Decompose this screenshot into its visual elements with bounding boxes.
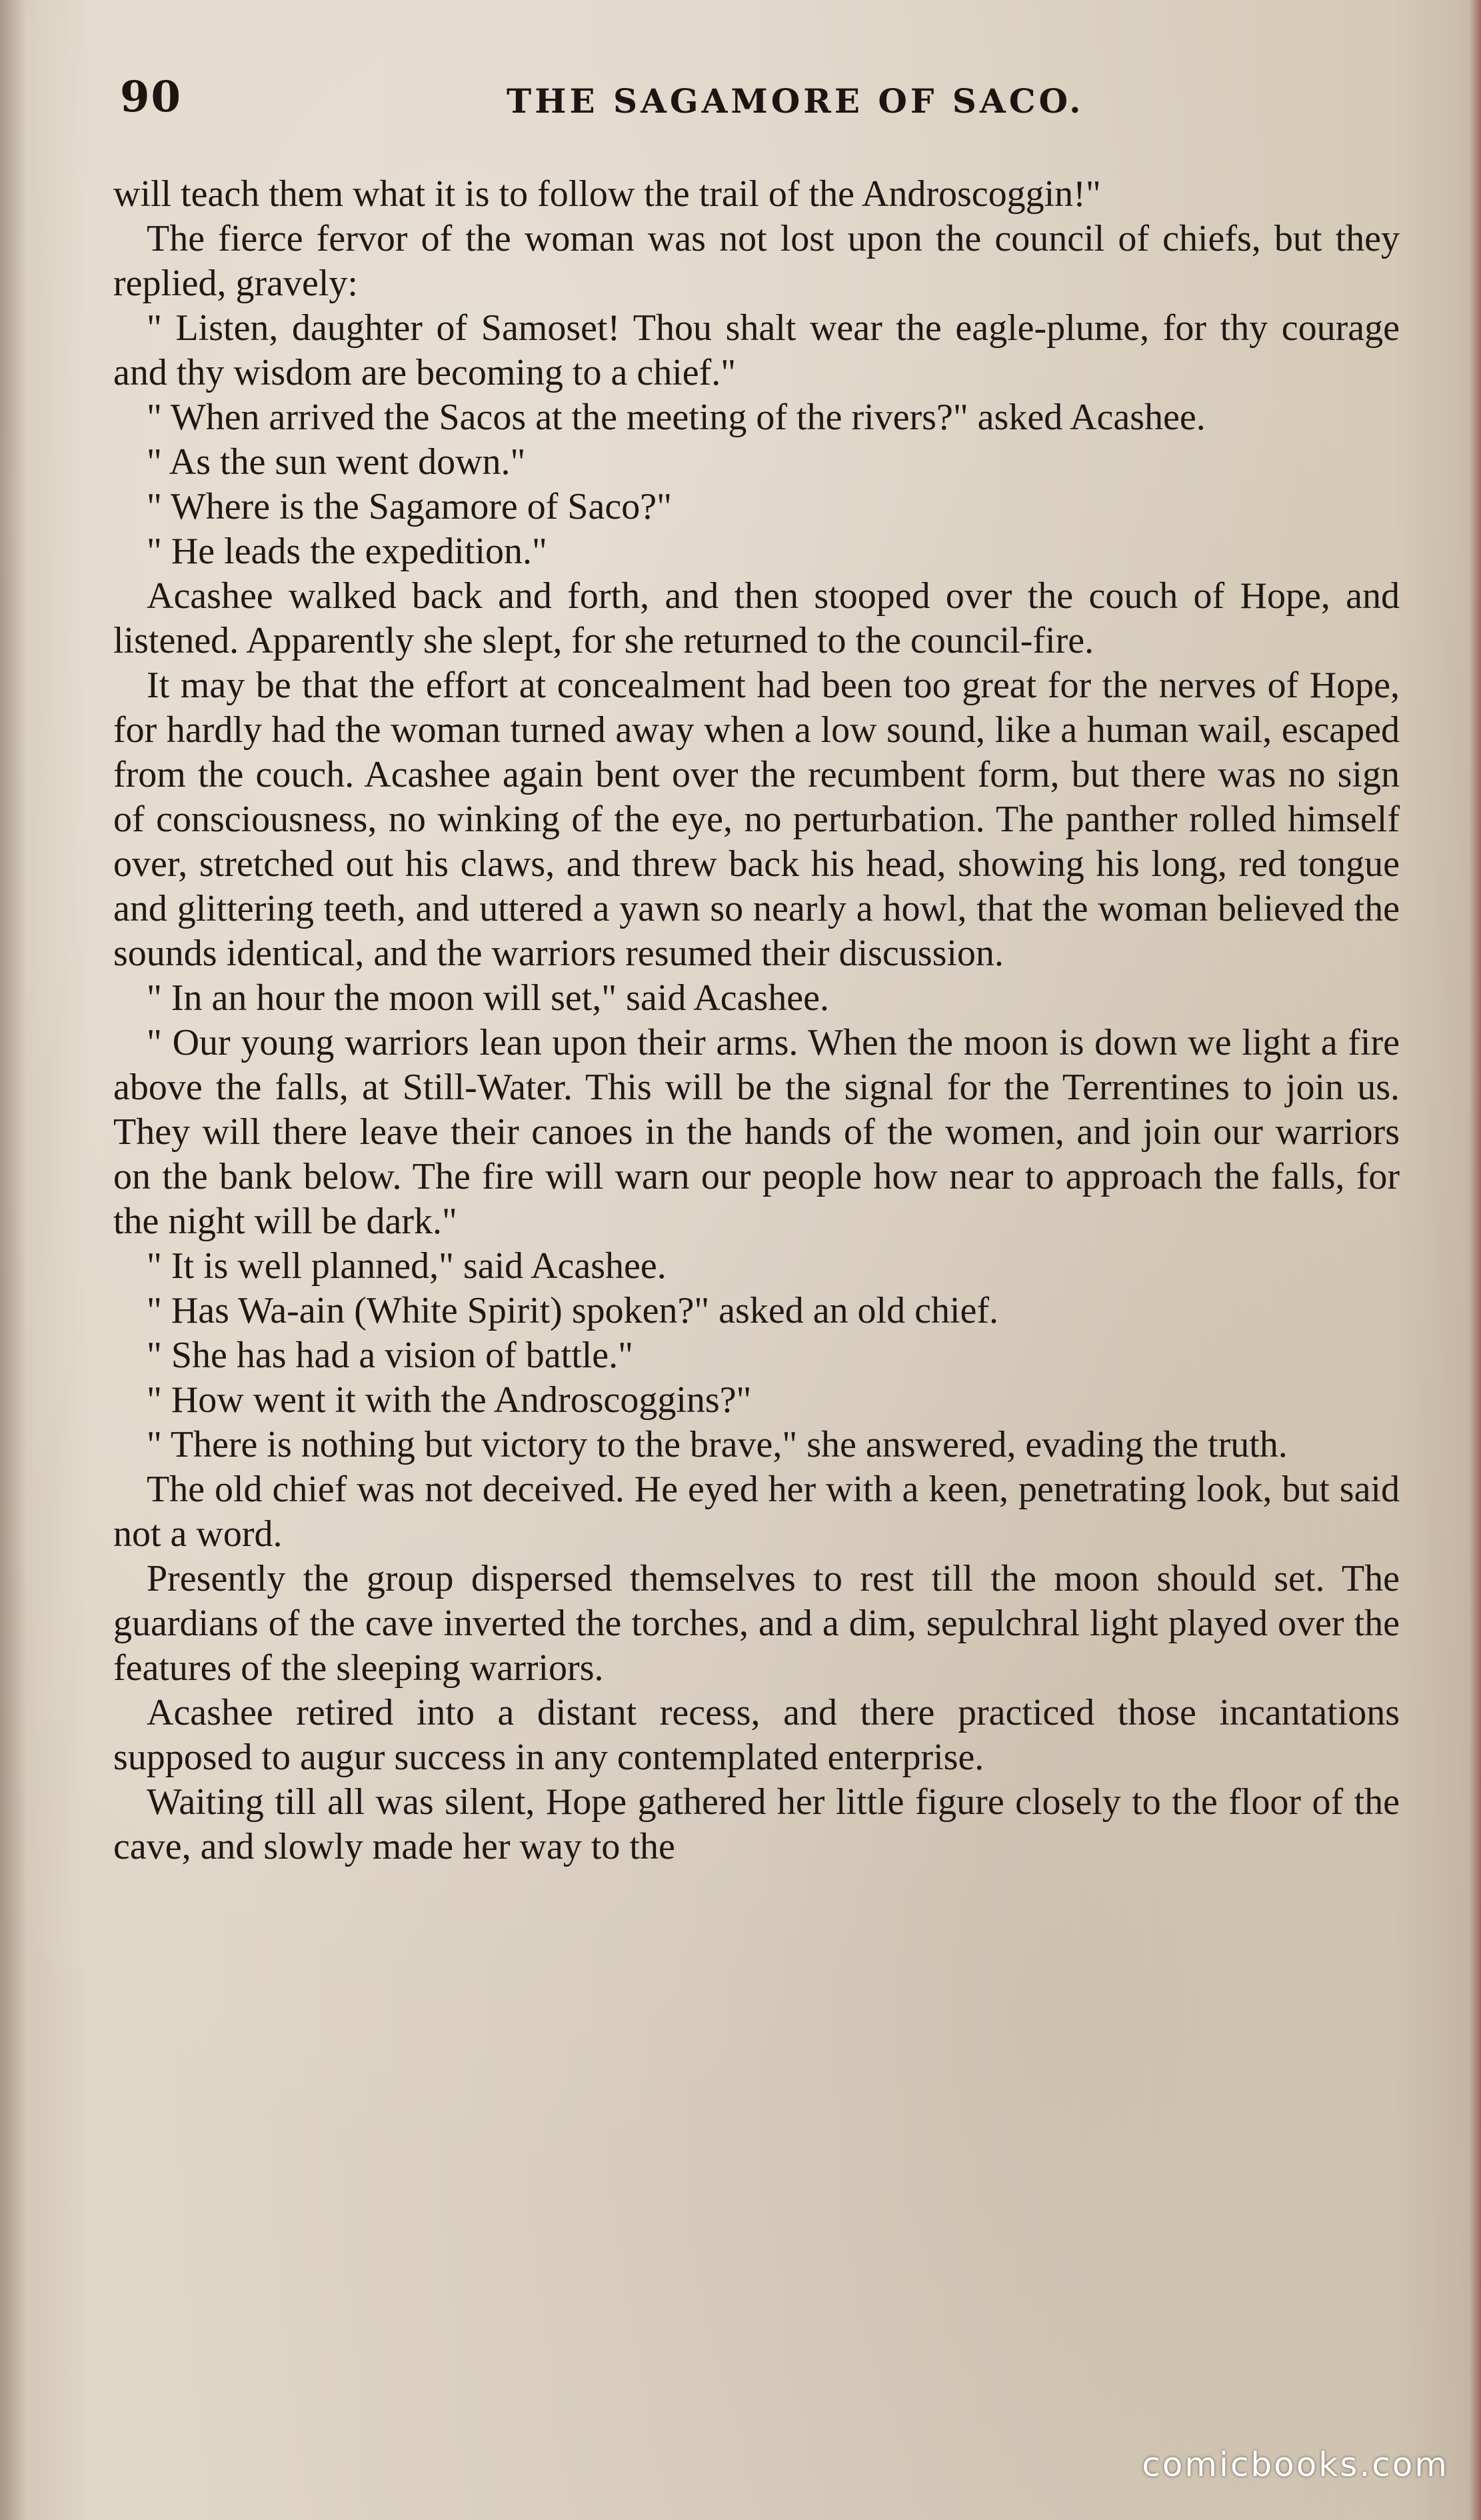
body-text [113, 172, 1400, 1869]
paragraph: The old chief was not deceived. He eyed her with a keen, penetrating look, but said not a word. [113, 1469, 1400, 1555]
paragraph: " Listen, daughter of Samoset! Thou shalt wear the eagle-plume, for thy courage and thy wisdom are becoming to a chief." [113, 307, 1400, 393]
paragraph: It may be that the effort at concealment had been too great for the nerves of Hope, for hardly had the woman turned away when a low sound, like a human wail, escaped from the couch. Acashee again bent over the recumbent form, but there was no sign of consciousness, no winking of the eye, no perturbation. The panther rolled himself over, stretched out his claws, and threw back his head, showing his long, red tongue and glittering teeth, and uttered a yawn so nearly a howl, that the woman believed the sounds identical, and the warriors resumed their discussion. [113, 665, 1400, 974]
paragraph: " It is well planned," said Acashee. [147, 1245, 667, 1287]
paragraph: Waiting till all was silent, Hope gathered her little figure closely to the floor of the cave, and slowly made her way to the [113, 1781, 1400, 1867]
paragraph: " There is nothing but victory to the brave," she answered, evading the truth. [147, 1424, 1288, 1465]
page-gutter-shadow [0, 0, 27, 2520]
watermark: comicbooks.com [1142, 2445, 1449, 2484]
paragraph: " Our young warriors lean upon their arms. When the moon is down we light a fire above the falls, at Still-Water. This will be the signal for the Terrentines to join us. They will there leave their canoes in the hands of the women, and join our warriors on the bank below. The fire will warn our people how near to approach the falls, for the night will be dark." [113, 1022, 1400, 1242]
paragraph: " He leads the expedition." [147, 531, 547, 572]
paragraph: " When arrived the Sacos at the meeting of the rivers?" asked Acashee. [147, 397, 1206, 438]
paragraph: " Where is the Sagamore of Saco?" [147, 486, 672, 527]
paragraph: Acashee walked back and forth, and then stooped over the couch of Hope, and listened. Apparently she slept, for she returned to the council-fire. [113, 575, 1400, 661]
paragraph: " In an hour the moon will set," said Acashee. [147, 977, 829, 1019]
paragraph: The fierce fervor of the woman was not lost upon the council of chiefs, but they replied, gravely: [113, 218, 1400, 304]
paragraph: " How went it with the Androscoggins?" [147, 1379, 752, 1421]
page-number: 90 [120, 72, 183, 122]
paragraph: " As the sun went down." [147, 441, 526, 483]
page-edge [1469, 0, 1481, 2520]
paragraph: Presently the group dispersed themselves to rest till the moon should set. The guardians of the cave inverted the torches, and a dim, sepulchral light played over the features of the sleeping warriors. [113, 1558, 1400, 1689]
paragraph: " She has had a vision of battle." [147, 1335, 634, 1376]
paragraph: Acashee retired into a distant recess, and there practiced those incantations supposed to augur success in any contemplated enterprise. [113, 1692, 1400, 1778]
running-head: THE SAGAMORE OF SACO. [507, 81, 1084, 121]
paragraph: will teach them what it is to follow the trail of the Androscoggin!" [113, 173, 1101, 215]
page-header [120, 72, 1386, 125]
paragraph: " Has Wa-ain (White Spirit) spoken?" asked an old chief. [147, 1290, 999, 1331]
